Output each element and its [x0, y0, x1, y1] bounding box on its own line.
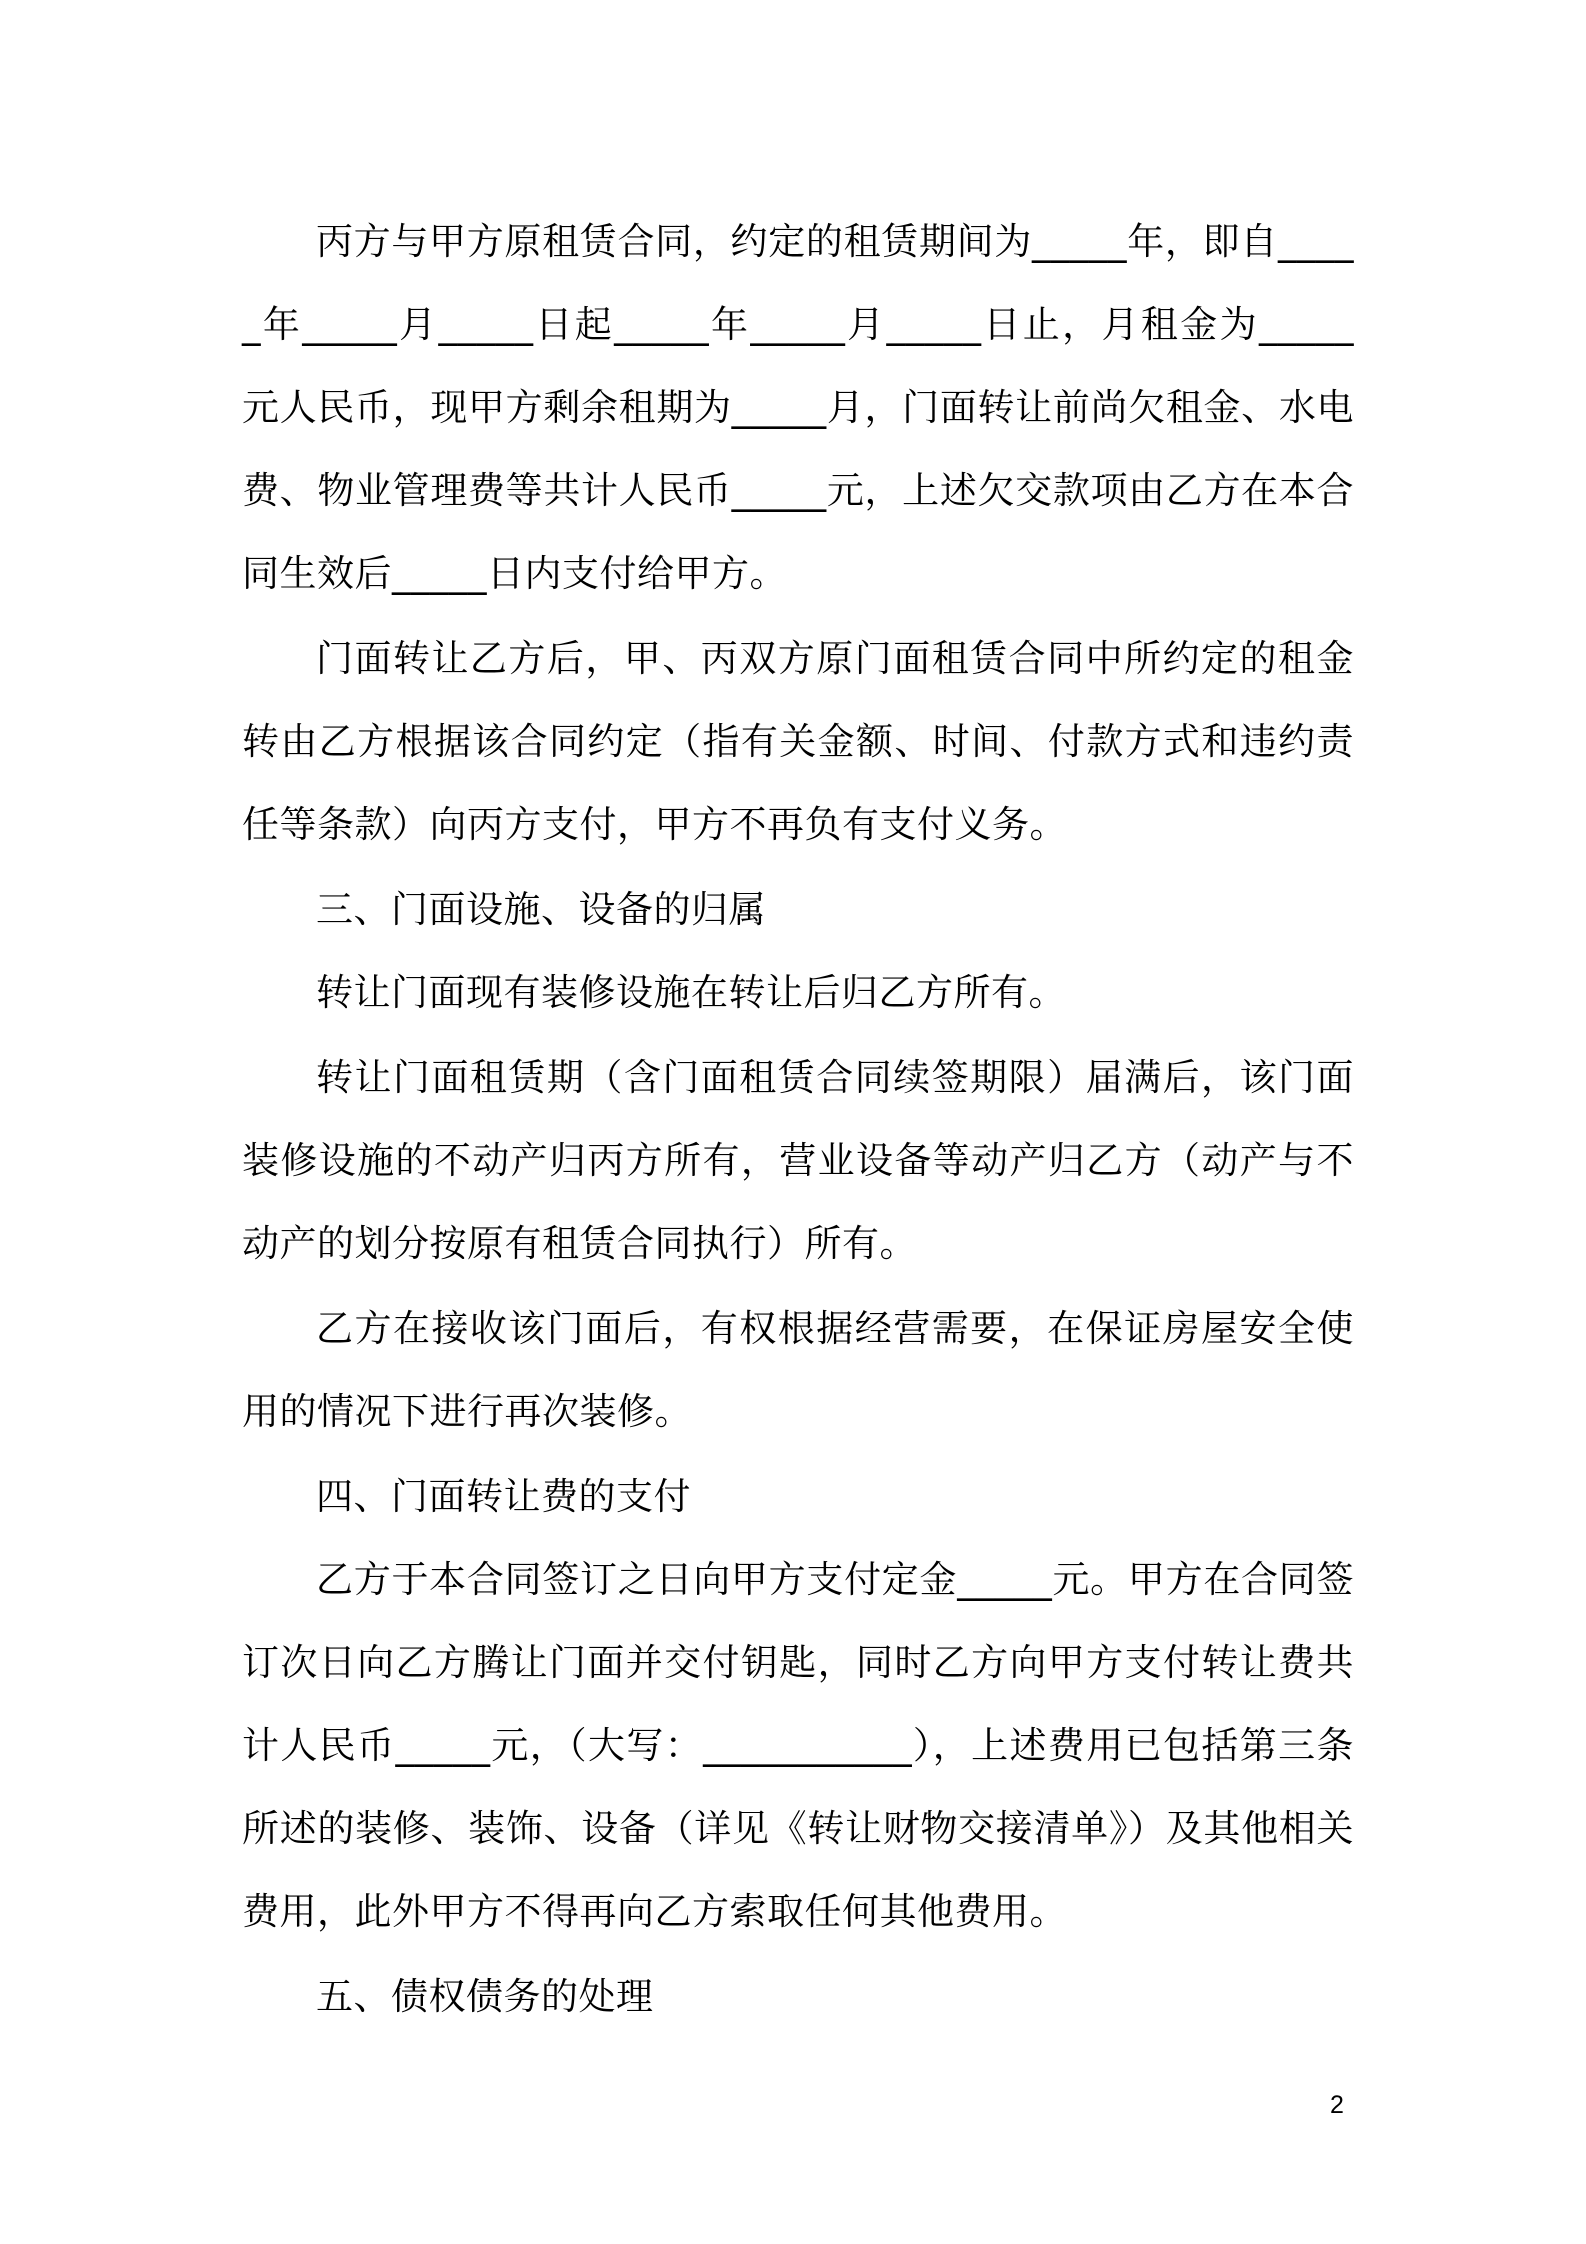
document-body — [242, 200, 1354, 2038]
paragraph-lease-expiry: 转让门面租赁期（含门面租赁合同续签期限）届满后，该门面装修设施的不动产归丙方所有，营业设备等动产归乙方（动产与不动产的划分按原有租赁合同执行）所有。 — [242, 1056, 1354, 1265]
section-heading-5: 五、债权债务的处理 — [316, 1975, 654, 2018]
section-heading-3: 三、门面设施、设备的归属 — [316, 888, 766, 931]
paragraph-rent-transfer: 门面转让乙方后，甲、丙双方原门面租赁合同中所约定的租金转由乙方根据该合同约定（指有关金额、时间、付款方式和违约责任等条款）向丙方支付，甲方不再负有支付义务。 — [242, 637, 1354, 846]
paragraph-fixtures-ownership: 转让门面现有装修设施在转让后归乙方所有。 — [316, 971, 1066, 1014]
section-heading-4: 四、门面转让费的支付 — [316, 1475, 691, 1518]
paragraph-lease-terms: 丙方与甲方原租赁合同，约定的租赁期间为_____年，即自_____年_____月_____日起_____年_____月_____日止，月租金为_____元人民币，现甲方剩余租期为_____月，门面转让前尚欠租金、水电费、物业管理费等共计人民币_____元，上述欠交款项由乙方在本合同生效后_____日内支付给甲方。 — [242, 220, 1354, 595]
paragraph-renovation-right: 乙方在接收该门面后，有权根据经营需要，在保证房屋安全使用的情况下进行再次装修。 — [242, 1307, 1354, 1433]
paragraph-transfer-fee: 乙方于本合同签订之日向甲方支付定金_____元。甲方在合同签订次日向乙方腾让门面并交付钥匙，同时乙方向甲方支付转让费共计人民币_____元，（大写：___________），上述费用已包括第三条所述的装修、装饰、设备（详见《转让财物交接清单》）及其他相关费用，此外甲方不得再向乙方索取任何其他费用。 — [242, 1558, 1354, 1933]
page-number: 2 — [1330, 2091, 1344, 2119]
